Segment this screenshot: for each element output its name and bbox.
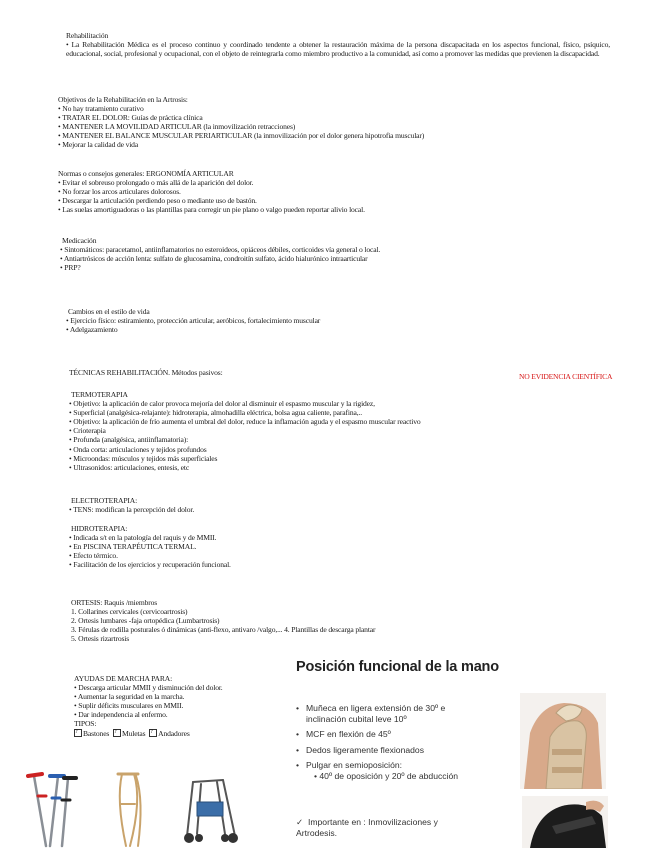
mano-list bbox=[296, 703, 458, 782]
list-item: • Evitar el sobreuso prolongado o más allá de la aparición del dolor. bbox=[58, 178, 254, 188]
medicacion-section bbox=[60, 236, 380, 272]
list-item: • Mejorar la calidad de vida bbox=[58, 140, 139, 150]
list-item: • MANTENER EL BALANCE MUSCULAR PERIARTICULAR (la inmovilización por el dolor genera hipotrofia muscular) bbox=[58, 131, 425, 141]
list-item: • TENS: modifican la percepción del dolor. bbox=[69, 505, 195, 515]
checkbox-icon bbox=[74, 729, 82, 737]
list-item: • Dar independencia al enfermo. bbox=[74, 710, 168, 720]
tipo-andadores: Andadores bbox=[158, 728, 190, 738]
tipos-label: TIPOS: bbox=[74, 719, 97, 729]
medicacion-heading: Medicación bbox=[62, 236, 97, 245]
list-item: • Crioterapia bbox=[69, 426, 106, 436]
checkbox-icon bbox=[113, 729, 121, 737]
sub-item: • 40º de oposición y 20º de abducción bbox=[314, 770, 459, 781]
list-item: • Onda corta: articulaciones y tejidos profundos bbox=[69, 444, 207, 454]
normas-heading: Normas o consejos generales: ERGONOMÍA ARTICULAR bbox=[58, 169, 234, 178]
list-item: • Profunda (analgésica, antiinflamatoria): bbox=[69, 435, 189, 445]
tipo-bastones: Bastones bbox=[83, 728, 110, 738]
hidro-section bbox=[69, 524, 231, 569]
list-item: • No hay tratamiento curativo bbox=[58, 104, 144, 114]
list-item: • Ultrasonidos: articulaciones, entesis, etc bbox=[69, 462, 190, 472]
important-note: ✓ Importante en : Inmovilizaciones y Artrodesis. bbox=[296, 817, 438, 838]
list-item: 3. Férulas de rodilla posturales ó dinámicas (anti-flexo, antivaro /valgo,... 4. Plantillas de descarga plantar bbox=[71, 625, 376, 635]
list-item: • Antiartrósicos de acción lenta: sulfato de glucosamina, condroitín sulfato, ácido hialurónico intraarticular bbox=[60, 254, 368, 264]
list-item: • Efecto térmico. bbox=[69, 551, 118, 561]
list-item: • En PISCINA TERAPÉUTICA TERMAL. bbox=[69, 542, 197, 552]
rehab-section bbox=[60, 31, 610, 58]
list-item: • Microondas: músculos y tejidos más superficiales bbox=[69, 453, 218, 463]
electro-heading: ELECTROTERAPIA: bbox=[71, 496, 138, 505]
wooden-crutches-image bbox=[112, 770, 152, 848]
list-item: • Pulgar en semioposición: bbox=[296, 760, 458, 771]
no-evidencia-label: NO EVIDENCIA CIENTÍFICA bbox=[519, 372, 613, 381]
list-item: • Facilitación de los ejercicios y recuperación funcional. bbox=[69, 560, 231, 570]
checkmark-icon: ✓ bbox=[296, 817, 304, 827]
mano-title: Posición funcional de la mano bbox=[296, 659, 499, 675]
list-item: • Superficial (analgésica-relajante): hidroterapia, almohadilla eléctrica, bolsa agua caliente, parafina,.. bbox=[69, 408, 362, 418]
objetivos-heading: Objetivos de la Rehabilitación en la Artrosis: bbox=[58, 95, 188, 104]
hand-splint-image bbox=[520, 693, 606, 789]
ortesis-heading: ORTESIS: Raquis /miembros bbox=[71, 598, 158, 607]
rehab-text: • La Rehabilitación Médica es el proceso continuo y coordinado tendente a obtener la restauración máxima de la persona discapacitada en los aspectos funcional, físico, psíquico, educacional, social, profesional y ocupacional, con el objeto de reintegrarla como miembro productivo a la comunidad, así como a promover las medidas que previenen la discapacidad. bbox=[66, 40, 610, 59]
ortesis-section bbox=[71, 598, 375, 643]
list-item: • Descargar la articulación perdiendo peso o mediante uso de bastón. bbox=[58, 196, 257, 206]
tecnicas-heading: TÉCNICAS REHABILITACIÓN. Métodos pasivos: bbox=[69, 368, 223, 377]
list-item: • Adelgazamiento bbox=[66, 325, 118, 335]
estilo-heading: Cambios en el estilo de vida bbox=[68, 307, 150, 316]
list-item: • Ejercicio físico: estiramiento, protección articular, aeróbicos, fortalecimiento muscular bbox=[66, 316, 321, 326]
list-item: • PRP? bbox=[60, 263, 81, 273]
walker-image bbox=[183, 776, 239, 846]
normas-section bbox=[58, 169, 365, 214]
list-item: • Dedos ligeramente flexionados bbox=[296, 745, 458, 756]
estilo-section bbox=[66, 307, 320, 334]
list-item: • No forzar los arcos articulares dolorosos. bbox=[58, 187, 181, 197]
list-item-continuation: inclinación cubital leve 10º bbox=[306, 713, 407, 724]
list-item: • Las suelas amortiguadoras o las plantillas para corregir un pie plano o valgo pueden reportar alivio local. bbox=[58, 205, 365, 215]
list-item: • TRATAR EL DOLOR: Guías de práctica clínica bbox=[58, 113, 203, 123]
crutches-image bbox=[22, 768, 82, 848]
hidro-heading: HIDROTERAPIA: bbox=[71, 524, 128, 533]
list-item: • Indicada s/t en la patología del raquis y de MMII. bbox=[69, 533, 217, 543]
checkbox-icon bbox=[149, 729, 157, 737]
list-item: • Objetivo: la aplicación de frío aumenta el umbral del dolor, reduce la inflamación aguda y el espasmo muscular reactivo bbox=[69, 417, 421, 427]
ayudas-section bbox=[74, 674, 223, 738]
termo-heading: TERMOTERAPIA bbox=[71, 390, 128, 399]
list-item: 2. Ortesis lumbares -faja ortopédica (Lumbartrosis) bbox=[71, 616, 220, 626]
tipo-muletas: Muletas bbox=[121, 728, 146, 738]
list-item: • MCF en flexión de 45º bbox=[296, 729, 458, 740]
electro-section bbox=[69, 496, 194, 514]
list-item: • Descarga articular MMII y disminución del dolor. bbox=[74, 683, 223, 693]
list-item: • Sintomáticos: paracetamol, antiinflamatorios no esteroideos, opiáceos débiles, corticoides vía general o local. bbox=[60, 245, 381, 255]
objetivos-section bbox=[58, 95, 424, 150]
list-item: 1. Collarines cervicales (cervicoartrosis) bbox=[71, 607, 188, 617]
list-item: • Objetivo: la aplicación de calor provoca mejoría del dolor al disminuir el espasmo muscular y la rigidez, bbox=[69, 399, 375, 409]
rehab-heading: Rehabilitación bbox=[66, 31, 109, 40]
list-item: • MANTENER LA MOVILIDAD ARTICULAR (la inmovilización retracciones) bbox=[58, 122, 296, 132]
tipos-row bbox=[74, 729, 223, 738]
wrist-brace-image bbox=[522, 796, 608, 848]
list-item: 5. Ortesis rizartrosis bbox=[71, 634, 130, 644]
list-item: • Aumentar la seguridad en la marcha. bbox=[74, 692, 185, 702]
termo-section bbox=[69, 390, 421, 472]
list-item: • Suplir déficits musculares en MMII. bbox=[74, 701, 184, 711]
ayudas-heading: AYUDAS DE MARCHA PARA: bbox=[74, 674, 173, 683]
list-item: • Muñeca en ligera extensión de 30º e bbox=[296, 703, 458, 714]
